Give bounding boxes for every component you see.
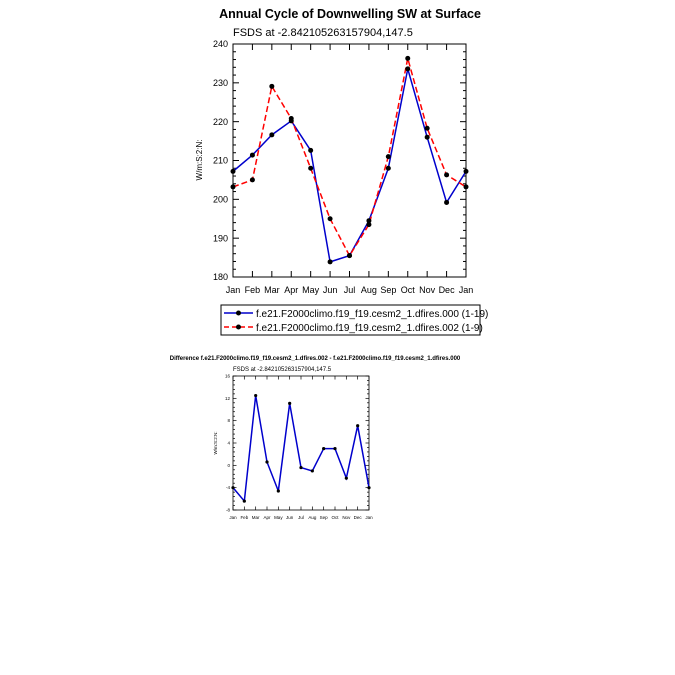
diff-title: Difference f.e21.F2000climo.f19_f19.cesm2_1.dfires.002 - f.e21.F2000climo.f19_f19.cesm2_1.dfires.000 — [169, 356, 461, 362]
legend-label-002: f.e21.F2000climo.f19_f19.cesm2_1.dfires.002 (1-9) — [256, 323, 483, 334]
data-point-s1-4 — [308, 166, 313, 171]
x-tick-label: Sep — [380, 285, 397, 295]
x-tick-label: Jun — [322, 285, 338, 295]
main-axis-ticks — [213, 39, 473, 295]
x-tick-label: Feb — [240, 515, 249, 520]
y-tick-label: 180 — [212, 272, 228, 283]
x-tick-label: Aug — [308, 515, 317, 520]
data-point-s1-8 — [386, 154, 391, 159]
y-tick-label: 0 — [227, 462, 230, 468]
data-point-s1-6 — [347, 253, 352, 258]
y-tick-label: -4 — [225, 485, 230, 491]
data-point-s1-1 — [250, 177, 255, 182]
x-tick-label: Mar — [264, 285, 280, 295]
x-tick-label: Jun — [286, 515, 294, 520]
x-tick-label: Jul — [343, 285, 356, 295]
y-tick-label: -8 — [225, 507, 230, 513]
data-point-s0-9 — [405, 66, 410, 71]
x-tick-label: May — [302, 285, 320, 295]
data-point-s1-7 — [366, 222, 371, 227]
y-tick-label: 230 — [212, 77, 228, 88]
x-tick-label: Jan — [458, 285, 474, 295]
data-point-s0-11 — [356, 424, 359, 427]
data-point-s0-5 — [328, 259, 333, 264]
data-point-s0-12 — [367, 486, 370, 489]
x-tick-label: Feb — [244, 285, 261, 295]
x-tick-label: Mar — [251, 515, 260, 520]
diff-ylabel: W/m:S:2:N: — [213, 431, 218, 455]
data-point-s1-5 — [328, 216, 333, 221]
x-tick-label: Oct — [400, 285, 415, 295]
x-tick-label: Jan — [229, 515, 237, 520]
main-chart — [195, 7, 481, 295]
data-point-s1-0 — [231, 184, 236, 189]
x-tick-label: May — [274, 515, 283, 520]
x-tick-label: Jul — [298, 515, 304, 520]
main-title: Annual Cycle of Downwelling SW at Surface — [219, 7, 481, 21]
x-tick-label: Dec — [353, 515, 362, 520]
y-tick-label: 200 — [212, 194, 228, 205]
data-point-s0-3 — [265, 460, 268, 463]
data-point-s0-12 — [464, 169, 469, 174]
data-point-s0-9 — [333, 447, 336, 450]
data-point-s0-6 — [299, 466, 302, 469]
series-line-1 — [233, 58, 466, 255]
data-point-s0-4 — [308, 148, 313, 153]
data-point-s1-12 — [464, 184, 469, 189]
data-point-s0-8 — [386, 166, 391, 171]
difference-chart — [170, 356, 461, 520]
x-tick-label: Nov — [342, 515, 351, 520]
x-tick-label: Jan — [225, 285, 241, 295]
y-tick-label: 8 — [227, 418, 230, 424]
main-ylabel: W/m:S:2:N: — [195, 139, 204, 181]
data-point-s0-1 — [243, 499, 246, 502]
main-subtitle: FSDS at -2.842105263157904,147.5 — [233, 27, 413, 39]
y-tick-label: 12 — [224, 395, 230, 401]
diff-subtitle: FSDS at -2.842105263157904,147.5 — [233, 367, 332, 373]
series-line-0 — [233, 69, 466, 262]
data-point-s1-11 — [444, 172, 449, 177]
legend-label-000: f.e21.F2000climo.f19_f19.cesm2_1.dfires.000 (1-19) — [256, 309, 489, 320]
data-point-s0-0 — [231, 169, 236, 174]
x-tick-label: Jan — [365, 515, 373, 520]
data-point-s0-2 — [269, 132, 274, 137]
data-point-s1-3 — [289, 116, 294, 121]
data-point-s0-11 — [444, 200, 449, 205]
main-series-group — [231, 56, 469, 264]
legend-marker-000 — [236, 311, 241, 316]
series-line-0 — [233, 396, 369, 502]
data-point-s0-8 — [322, 447, 325, 450]
x-tick-label: Nov — [419, 285, 436, 295]
x-tick-label: Apr — [263, 515, 271, 520]
data-point-s0-1 — [250, 153, 255, 158]
y-tick-label: 220 — [212, 116, 228, 127]
data-point-s1-10 — [425, 126, 430, 131]
data-point-s0-10 — [345, 477, 348, 480]
data-point-s0-2 — [254, 394, 257, 397]
data-point-s1-2 — [269, 84, 274, 89]
data-point-s1-9 — [405, 56, 410, 61]
y-tick-label: 210 — [212, 155, 228, 166]
legend — [221, 305, 488, 335]
data-point-s0-5 — [288, 402, 291, 405]
x-tick-label: Sep — [319, 515, 328, 520]
y-tick-label: 16 — [224, 373, 230, 379]
x-tick-label: Apr — [284, 285, 299, 295]
x-tick-label: Dec — [438, 285, 455, 295]
data-point-s0-7 — [311, 469, 314, 472]
diff-axis-ticks — [225, 374, 373, 520]
y-tick-label: 4 — [227, 440, 230, 446]
y-tick-label: 240 — [212, 39, 228, 50]
data-point-s0-4 — [277, 489, 280, 492]
data-point-s0-10 — [425, 135, 430, 140]
x-tick-label: Aug — [360, 285, 377, 295]
y-tick-label: 190 — [212, 233, 228, 244]
legend-marker-002 — [236, 325, 241, 330]
x-tick-label: Oct — [331, 515, 339, 520]
diff-plot-frame — [233, 376, 369, 510]
data-point-s0-0 — [231, 486, 234, 489]
diff-series-group — [231, 394, 370, 503]
main-plot-frame — [233, 44, 466, 277]
